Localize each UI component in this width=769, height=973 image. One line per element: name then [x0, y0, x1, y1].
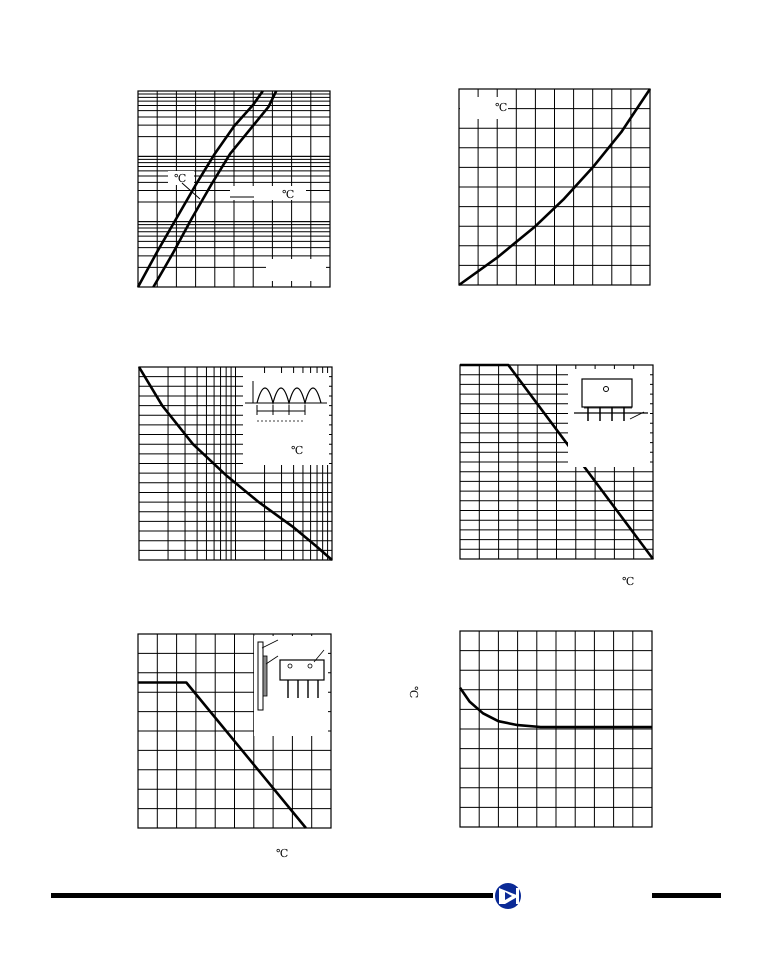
- chart-3-inset-bg: [243, 373, 329, 465]
- chart-4: [460, 365, 653, 559]
- chart-5: [138, 634, 331, 828]
- company-logo-icon: [495, 883, 521, 909]
- footer-rule-left: [51, 893, 493, 898]
- chart-2: [459, 89, 650, 285]
- chart-1-leader-a: [182, 183, 200, 199]
- chart-1-curve-label-a: ℃: [174, 172, 187, 185]
- chart-1: [138, 91, 330, 287]
- chart-6: [460, 631, 652, 827]
- chart-2-curve-label: ℃: [495, 101, 508, 114]
- chart-3: [139, 367, 332, 560]
- footer-rule-right: [652, 893, 721, 898]
- chart-1-note-box: [266, 259, 326, 281]
- chart-4-x-unit: ℃: [622, 575, 635, 588]
- chart-1-label-bg-b: [230, 186, 306, 200]
- chart-5-x-unit: ℃: [276, 847, 289, 860]
- chart-1-curve-label-b: ℃: [282, 188, 295, 201]
- chart-6-y-unit: ℃: [407, 686, 420, 699]
- chart-3-curve-label: ℃: [291, 444, 304, 457]
- chart-6-grid: [460, 631, 652, 827]
